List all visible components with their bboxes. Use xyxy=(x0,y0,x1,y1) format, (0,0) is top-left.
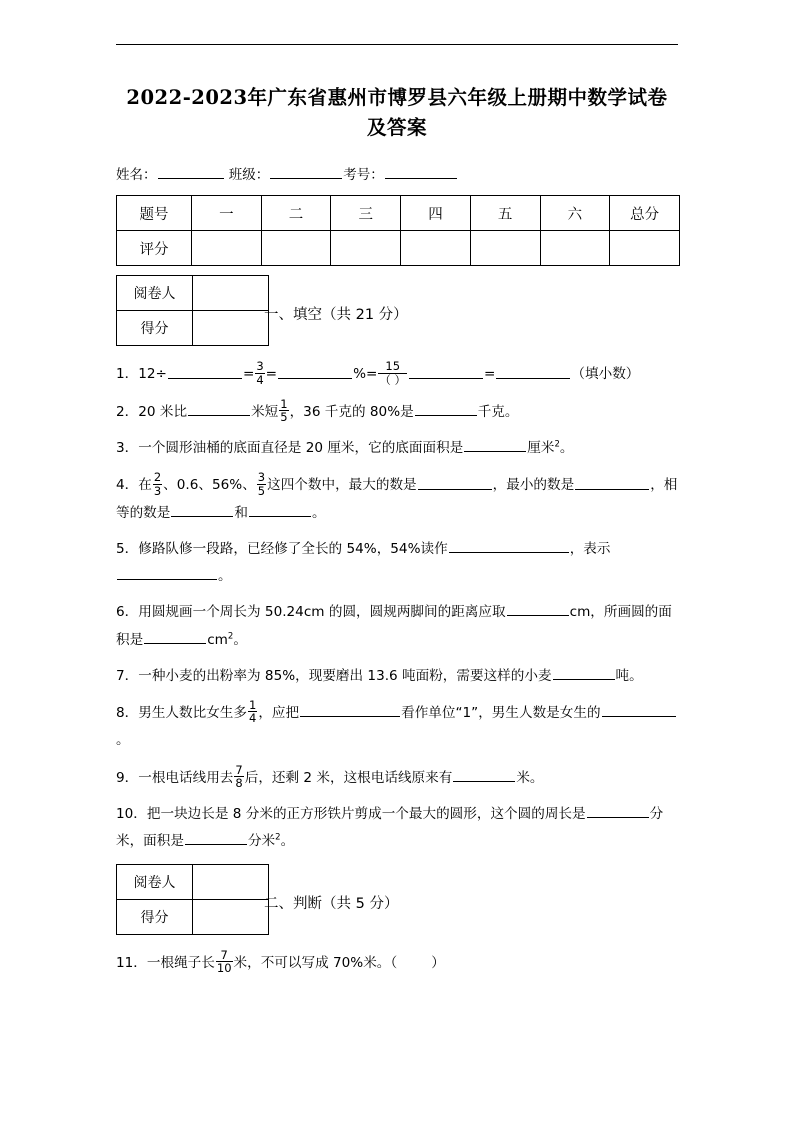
question-text: 分米 xyxy=(247,833,276,850)
answer-blank[interactable] xyxy=(575,476,649,490)
fraction-denominator: 5 xyxy=(257,483,266,498)
question-2 xyxy=(116,398,678,426)
fraction-numerator: 7 xyxy=(235,762,243,777)
answer-blank[interactable] xyxy=(553,666,615,680)
answer-blank[interactable] xyxy=(415,402,477,416)
question-text: 千克。 xyxy=(477,404,519,421)
fraction-seven-eighths xyxy=(234,764,243,789)
question-text: 。 xyxy=(233,631,247,648)
fraction-denominator: 3 xyxy=(153,483,162,498)
question-text: %= xyxy=(353,366,378,383)
answer-blank[interactable] xyxy=(602,703,676,717)
question-text: ，表示 xyxy=(569,541,611,558)
question-number: 10． xyxy=(116,806,147,823)
score-label: 得分 xyxy=(117,900,193,935)
score-entry-cell[interactable] xyxy=(610,231,680,266)
question-text: = xyxy=(265,366,278,383)
question-number: 7． xyxy=(116,667,139,684)
superscript-square: 2 xyxy=(554,439,560,450)
answer-blank[interactable] xyxy=(144,630,206,644)
question-number: 8． xyxy=(116,705,139,722)
question-text: 米。 xyxy=(516,769,544,786)
question-text: 和 xyxy=(234,504,248,521)
question-text: ，应把 xyxy=(258,705,300,722)
question-number: 4． xyxy=(116,477,139,494)
question-10 xyxy=(116,801,678,855)
answer-blank[interactable] xyxy=(449,539,569,553)
question-text: 一根绳子长 xyxy=(146,955,215,972)
name-label: 姓名： xyxy=(116,167,157,184)
question-text: = xyxy=(242,366,255,383)
answer-blank[interactable] xyxy=(117,566,217,580)
question-6 xyxy=(116,599,678,653)
identity-line xyxy=(116,163,678,183)
fraction-denominator: 8 xyxy=(235,775,243,790)
question-text: 分米，面积是 xyxy=(116,806,664,850)
score-entry-cell[interactable] xyxy=(470,231,540,266)
question-text: 。 xyxy=(280,833,295,850)
question-text: 。 xyxy=(559,440,574,457)
score-table-cell: 总分 xyxy=(610,196,680,231)
fraction-denominator: （ ） xyxy=(379,372,407,387)
question-4 xyxy=(116,471,678,527)
question-text: 20 米比 xyxy=(138,404,188,421)
question-text: 、0.6、56%、 xyxy=(163,477,256,494)
exam-no-label: 考号： xyxy=(343,167,384,184)
page-title xyxy=(116,83,678,143)
question-text: 用圆规画一个周长为 50.24cm 的圆，圆规两脚间的距离应取 xyxy=(138,604,506,621)
class-label: 班级： xyxy=(228,167,270,184)
question-text: 在 xyxy=(138,477,152,494)
grader-label: 阅卷人 xyxy=(117,276,193,311)
fraction-numerator: 1 xyxy=(280,396,288,411)
score-entry-cell[interactable] xyxy=(192,231,262,266)
fraction-denominator: 10 xyxy=(216,961,232,976)
fraction-numerator: 2 xyxy=(153,470,162,485)
question-text: ，相等的数是 xyxy=(116,477,678,521)
score-table-cell: 三 xyxy=(331,196,401,231)
table-row-scores xyxy=(117,231,680,266)
fraction-numerator: 15 xyxy=(378,360,407,373)
question-5 xyxy=(116,536,678,590)
table-row xyxy=(117,865,269,900)
score-table-cell: 评分 xyxy=(117,231,192,266)
fraction-three-fifths xyxy=(257,471,266,496)
question-number: 11． xyxy=(116,955,147,972)
question-text: 看作单位“1”，男生人数是女生的 xyxy=(401,705,601,722)
table-row-question-numbers xyxy=(117,196,680,231)
question-text: 。 xyxy=(311,504,326,521)
fraction-numerator: 3 xyxy=(257,470,266,485)
question-text: （填小数） xyxy=(571,366,640,383)
question-number: 1． xyxy=(116,366,139,383)
fraction-two-thirds xyxy=(153,471,162,496)
table-row xyxy=(117,311,269,346)
question-text: cm xyxy=(207,631,228,648)
score-entry-cell[interactable] xyxy=(193,311,269,346)
answer-blank[interactable] xyxy=(188,402,250,416)
score-table xyxy=(116,195,680,266)
question-text: 这四个数中，最大的数是 xyxy=(267,477,417,494)
superscript-square: 2 xyxy=(275,832,281,843)
answer-blank[interactable] xyxy=(171,503,233,517)
answer-blank[interactable] xyxy=(278,365,352,379)
grader-box xyxy=(116,864,269,935)
answer-blank[interactable] xyxy=(496,365,570,379)
answer-blank[interactable] xyxy=(249,503,311,517)
fraction-three-fourths xyxy=(255,360,264,385)
question-text: 一个圆形油桶的底面直径是 20 厘米，它的底面面积是 xyxy=(138,440,464,457)
fraction-numerator: 1 xyxy=(249,698,257,713)
question-text: 后，还剩 2 米，这根电话线原来有 xyxy=(244,769,453,786)
section-1-grader-area xyxy=(116,275,678,351)
question-text: 一根电话线用去 xyxy=(138,769,234,786)
answer-blank[interactable] xyxy=(409,365,483,379)
header-divider xyxy=(116,44,678,45)
score-table-cell: 六 xyxy=(540,196,610,231)
question-8 xyxy=(116,699,678,755)
question-1 xyxy=(116,360,678,388)
question-7 xyxy=(116,663,678,690)
section-heading-true-false: 二、判断（共 5 分） xyxy=(264,896,399,913)
title-line-1: 2022-2023年广东省惠州市博罗县六年级上册期中数学试卷 xyxy=(126,86,668,109)
grader-entry-cell[interactable] xyxy=(193,276,269,311)
answer-blank[interactable] xyxy=(453,768,515,782)
fraction-one-fourth xyxy=(248,699,257,724)
question-3 xyxy=(116,435,678,462)
question-text: 修路队修一段路，已经修了全长的 54%，54%读作 xyxy=(138,541,448,558)
question-number: 5． xyxy=(116,541,139,558)
table-row xyxy=(117,276,269,311)
answer-blank[interactable] xyxy=(418,476,492,490)
score-entry-cell[interactable] xyxy=(331,231,401,266)
fraction-denominator: 4 xyxy=(256,372,264,387)
score-table-cell: 五 xyxy=(470,196,540,231)
question-text: 一种小麦的出粉率为 85%，现要磨出 13.6 吨面粉，需要这样的小麦 xyxy=(138,667,552,684)
table-row xyxy=(117,900,269,935)
score-entry-cell[interactable] xyxy=(261,231,331,266)
fraction-denominator: 5 xyxy=(280,409,288,424)
fraction-numerator: 7 xyxy=(216,949,233,962)
section-2-grader-area xyxy=(116,864,678,940)
answer-blank[interactable] xyxy=(168,365,242,379)
question-number: 9． xyxy=(116,769,139,786)
title-line-2: 及答案 xyxy=(366,116,427,140)
superscript-square: 2 xyxy=(227,631,234,642)
fraction-denominator: 4 xyxy=(249,711,257,726)
question-number: 2． xyxy=(116,404,139,421)
name-input-blank[interactable] xyxy=(158,166,224,180)
question-text: 12÷ xyxy=(138,366,167,383)
score-table-cell: 四 xyxy=(401,196,471,231)
question-9 xyxy=(116,764,678,792)
score-entry-cell[interactable] xyxy=(540,231,610,266)
question-11 xyxy=(116,949,678,977)
grader-label: 阅卷人 xyxy=(117,865,193,900)
question-text: 厘米 xyxy=(527,440,555,457)
fraction-numerator: 3 xyxy=(256,359,264,374)
exam-no-input-blank[interactable] xyxy=(385,166,457,180)
fraction-seven-tenths xyxy=(216,949,233,974)
question-number: 6． xyxy=(116,604,139,621)
grader-box xyxy=(116,275,269,346)
question-text: 。 xyxy=(218,568,232,585)
question-text: ） xyxy=(431,955,445,972)
score-entry-cell[interactable] xyxy=(193,900,269,935)
grader-entry-cell[interactable] xyxy=(193,865,269,900)
answer-blank[interactable] xyxy=(587,804,649,818)
page-content xyxy=(116,0,678,978)
question-text: 吨。 xyxy=(615,667,643,684)
score-table-cell: 题号 xyxy=(117,196,192,231)
score-table-cell: 二 xyxy=(261,196,331,231)
class-input-blank[interactable] xyxy=(270,166,342,180)
question-text: 米短 xyxy=(251,404,279,421)
question-text: = xyxy=(484,366,496,383)
answer-blank[interactable] xyxy=(464,438,526,452)
answer-blank[interactable] xyxy=(507,603,569,617)
question-text: ，最小的数是 xyxy=(492,477,575,494)
answer-blank[interactable] xyxy=(300,703,400,717)
question-text: 男生人数比女生多 xyxy=(138,705,247,722)
question-text: 把一块边长是 8 分米的正方形铁片剪成一个最大的圆形，这个圆的周长是 xyxy=(146,806,586,823)
question-text: 。 xyxy=(116,732,130,749)
section-heading-fill-in: 一、填空（共 21 分） xyxy=(264,307,408,324)
question-text: cm，所画圆的面积是 xyxy=(116,604,672,648)
question-number: 3． xyxy=(116,440,139,457)
score-label: 得分 xyxy=(117,311,193,346)
fraction-fifteen-over-blank xyxy=(378,360,407,385)
score-table-cell: 一 xyxy=(192,196,262,231)
question-text: 米，不可以写成 70%米。（ xyxy=(233,955,398,972)
question-text: ，36 千克的 80%是 xyxy=(289,404,414,421)
fraction-one-fifth xyxy=(279,398,288,423)
score-entry-cell[interactable] xyxy=(401,231,471,266)
answer-blank[interactable] xyxy=(185,831,247,845)
